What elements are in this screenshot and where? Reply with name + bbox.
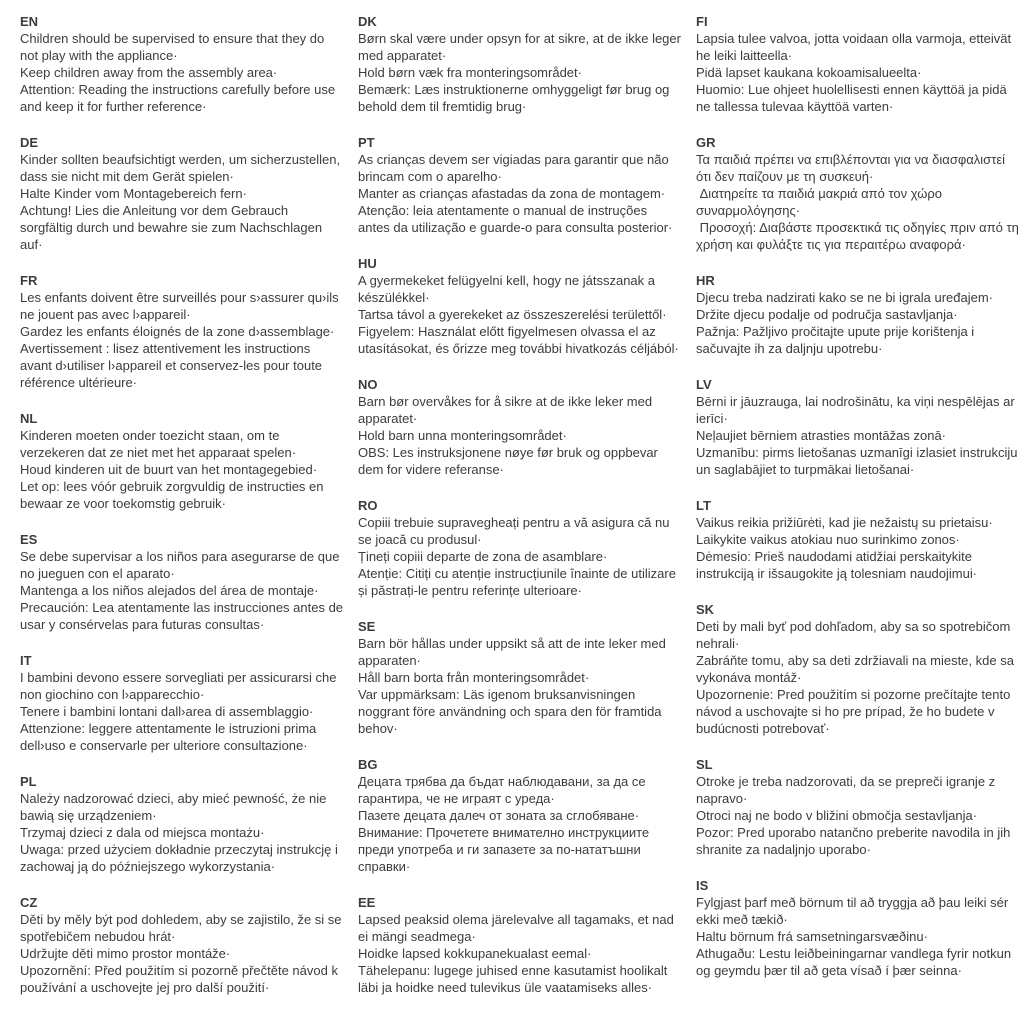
lang-code-heading: EE [358,895,376,910]
instruction-line: Neļaujiet bērniem atrasties montāžas zonā· [696,428,947,443]
instruction-line: Kinderen moeten onder toezicht staan, om te verzekeren dat ze niet met het apparaat spelen· [20,428,297,460]
instruction-line: Houd kinderen uit de buurt van het montagegebied· [20,462,318,477]
instruction-line: Djecu treba nadzirati kako se ne bi igrala uređajem· [696,290,993,305]
lang-section-pt [358,134,682,236]
instruction-line: I bambini devono essere sorvegliati per assicurarsi che non giochino con l›apparecchio· [20,670,341,702]
instruction-line: Zabráňte tomu, aby sa deti zdržiavali na mieste, kde sa vykonáva montáž· [696,653,1018,685]
lang-section-lt [696,497,1020,582]
lang-section-fr [20,272,344,391]
lang-code-heading: HU [358,256,377,271]
instruction-line: Děti by měly být pod dohledem, aby se zajistilo, že si se spotřebičem nebudou hrát· [20,912,346,944]
lang-section-ee [358,894,682,996]
instruction-line: Otroci naj ne bodo v bližini območja sestavljanja· [696,808,978,823]
instruction-line: Fylgjast þarf með börnum til að tryggja að þau leiki sér ekki með tækið· [696,895,1012,927]
instruction-line: Pidä lapset kaukana kokoamisalueelta· [696,65,922,80]
instruction-line: Attenzione: leggere attentamente le istruzioni prima dell›uso e conservarle per ulteriore consultazione· [20,721,320,753]
lang-code-heading: HR [696,273,715,288]
lang-code-heading: GR [696,135,716,150]
instruction-line: Atenção: leia atentamente o manual de instruções antes da utilização e guarde-o para consulta posterior· [358,203,673,235]
instruction-line: Pozor: Pred uporabo natančno preberite navodila in jih shranite za nadaljnjo uporabo· [696,825,1014,857]
lang-section-bg [358,756,682,875]
lang-section-sk [696,601,1020,737]
instruction-line: Atenție: Citiți cu atenție instrucțiunile înainte de utilizare și păstrați-le pentru referințe ulterioare· [358,566,680,598]
instruction-line: Διατηρείτε τα παιδιά μακριά από τον χώρο συναρμολόγησης· [696,186,946,218]
instruction-line: Deti by mali byť pod dohľadom, aby sa so spotrebičom nehrali· [696,619,1014,651]
lang-section-hr [696,272,1020,357]
lang-section-it [20,652,344,754]
column-middle [358,13,685,1015]
instruction-line: Se debe supervisar a los niños para asegurarse de que no jueguen con el aparato· [20,549,344,581]
instruction-line: Barn bör hållas under uppsikt så att de inte leker med apparaten· [358,636,670,668]
instruction-line: Lapsia tulee valvoa, jotta voidaan olla varmoja, etteivät he leiki laitteella· [696,31,1015,63]
instruction-line: Uzmanību: pirms lietošanas uzmanīgi izlasiet instrukciju un saglabājiet to turpmākai lietošanai· [696,445,1022,477]
lang-code-heading: BG [358,757,378,772]
instruction-line: Tartsa távol a gyerekeket az összeszerelési területtől· [358,307,667,322]
lang-code-heading: PL [20,774,37,789]
lang-code-heading: EN [20,14,39,29]
instruction-line: Håll barn borta från monteringsområdet· [358,670,590,685]
instruction-line: Upozornenie: Pred použitím si pozorne prečítajte tento návod a uschovajte si ho pre prípad, že ho budete v budúcnosti potrebovať· [696,687,1014,736]
lang-code-heading: SL [696,757,713,772]
column-right [696,13,1023,1015]
lang-section-lv [696,376,1020,478]
instruction-line: Keep children away from the assembly area· [20,65,278,80]
instruction-line: Lapsed peaksid olema järelevalve all tagamaks, et nad ei mängi seadmega· [358,912,678,944]
lang-code-heading: FI [696,14,708,29]
lang-code-heading: DE [20,135,39,150]
lang-section-hu [358,255,682,357]
lang-code-heading: IS [696,878,709,893]
instruction-line: Kinder sollten beaufsichtigt werden, um sicherzustellen, dass sie nicht mit dem Gerät spielen· [20,152,344,184]
instruction-line: Pažnja: Pažljivo pročitajte upute prije korištenja i sačuvajte ih za daljnju upotrebu· [696,324,978,356]
lang-section-de [20,134,344,253]
instruction-line: Manter as crianças afastadas da zona de montagem· [358,186,666,201]
instruction-line: Avertissement : lisez attentivement les instructions avant d›utiliser l›appareil et conservez-les pour toute référence ultérieure· [20,341,326,390]
lang-code-heading: ES [20,532,38,547]
instruction-line: Precaución: Lea atentamente las instrucciones antes de usar y consérvelas para futuras consultas· [20,600,347,632]
instruction-line: Haltu börnum frá samsetningarsvæðinu· [696,929,928,944]
instruction-line: Halte Kinder vom Montagebereich fern· [20,186,247,201]
lang-section-gr [696,134,1023,253]
instruction-line: Țineți copiii departe de zona de asamblare· [358,549,608,564]
lang-section-es [20,531,347,633]
instruction-line: OBS: Les instruksjonene nøye før bruk og oppbevar dem for videre referanse· [358,445,662,477]
lang-code-heading: SK [696,602,715,617]
instruction-line: Bērni ir jāuzrauga, lai nodrošinātu, ka viņi nespēlējas ar ierīci· [696,394,1019,426]
instruction-line: Figyelem: Használat előtt figyelmesen olvassa el az utasításokat, és őrizze meg további hivatkozás céljából· [358,324,679,356]
instruction-line: Trzymaj dzieci z dala od miejsca montażu· [20,825,265,840]
instruction-line: Laikykite vaikus atokiau nuo surinkimo zonos· [696,532,960,547]
lang-code-heading: NO [358,377,378,392]
instruction-line: Tähelepanu: lugege juhised enne kasutamist hoolikalt läbi ja hoidke need tulevikus üle vaatamiseks alles· [358,963,671,995]
lang-section-fi [696,13,1020,115]
instruction-line: As crianças devem ser vigiadas para garantir que não brincam com o aparelho· [358,152,673,184]
instruction-line: Huomio: Lue ohjeet huolellisesti ennen käyttöä ja pidä ne tallessa tulevaa käyttöä varten· [696,82,1011,114]
instruction-line: A gyermekeket felügyelni kell, hogy ne játsszanak a készülékkel· [358,273,659,305]
instruction-line: Децата трябва да бъдат наблюдавани, за да се гарантира, че не играят с уреда· [358,774,650,806]
instruction-line: Προσοχή: Διαβάστε προσεκτικά τις οδηγίες πριν από τη χρήση και φυλάξτε τις για περαιτέρω αναφορά· [696,220,1023,252]
instruction-line: Vaikus reikia prižiūrėti, kad jie nežaistų su prietaisu· [696,515,993,530]
column-left [20,13,347,1015]
lang-code-heading: RO [358,498,378,513]
lang-code-heading: LV [696,377,712,392]
instruction-line: Uwaga: przed użyciem dokładnie przeczytaj instrukcję i zachowaj ją do późniejszego wykorzystania· [20,842,342,874]
instruction-line: Otroke je treba nadzorovati, da se prepreči igranje z napravo· [696,774,999,806]
instruction-line: Achtung! Lies die Anleitung vor dem Gebrauch sorgfältig durch und bewahre sie zum Nachschlagen auf· [20,203,326,252]
instruction-line: Dėmesio: Prieš naudodami atidžiai perskaitykite instrukciją ir išsaugokite ją tolesniam naudojimui· [696,549,978,581]
instruction-line: Tenere i bambini lontani dall›area di assemblaggio· [20,704,314,719]
lang-section-pl [20,773,344,875]
lang-section-cz [20,894,344,996]
instruction-line: Var uppmärksam: Läs igenom bruksanvisningen noggrant före användning och spara den för framtida behov· [358,687,666,736]
instruction-line: Bemærk: Læs instruktionerne omhyggeligt før brug og behold dem til fremtidig brug· [358,82,674,114]
instruction-line: Hoidke lapsed kokkupanekualast eemal· [358,946,592,961]
lang-code-heading: DK [358,14,377,29]
instruction-line: Gardez les enfants éloignés de la zone d›assemblage· [20,324,335,339]
instruction-line: Les enfants doivent être surveillés pour s›assurer qu›ils ne jouent pas avec l›appareil· [20,290,343,322]
lang-code-heading: SE [358,619,376,634]
lang-section-se [358,618,682,737]
instruction-line: Upozornění: Před použitím si pozorně přečtěte návod k používání a uschovejte jej pro další použití· [20,963,342,995]
lang-section-is [696,877,1020,979]
lang-section-sl [696,756,1020,858]
lang-code-heading: NL [20,411,38,426]
instruction-line: Attention: Reading the instructions carefully before use and keep it for further reference· [20,82,339,114]
instruction-line: Let op: lees vóór gebruik zorgvuldig de instructies en bewaar ze voor toekomstig gebruik· [20,479,328,511]
lang-section-nl [20,410,344,512]
instruction-line: Внимание: Прочетете внимателно инструкциите преди употреба и ги запазете за по-нататъшни справки· [358,825,653,874]
instruction-line: Athugaðu: Lestu leiðbeiningarnar vandlega fyrir notkun og geymdu þær til að geta vísað í þær seinna· [696,946,1015,978]
lang-code-heading: FR [20,273,38,288]
instruction-line: Hold børn væk fra monteringsområdet· [358,65,582,80]
instruction-line: Należy nadzorować dzieci, aby mieć pewność, że nie bawią się urządzeniem· [20,791,330,823]
lang-code-heading: PT [358,135,375,150]
instruction-line: Mantenga a los niños alejados del área de montaje· [20,583,319,598]
lang-section-en [20,13,344,115]
instruction-line: Držite djecu podalje od područja sastavljanja· [696,307,958,322]
lang-section-dk [358,13,685,115]
instruction-line: Copiii trebuie supravegheați pentru a vă asigura că nu se joacă cu produsul· [358,515,674,547]
lang-code-heading: CZ [20,895,38,910]
lang-code-heading: IT [20,653,32,668]
instruction-line: Children should be supervised to ensure that they do not play with the appliance· [20,31,328,63]
instruction-line: Udržujte děti mimo prostor montáže· [20,946,231,961]
instruction-line: Hold barn unna monteringsområdet· [358,428,567,443]
instruction-line: Barn bør overvåkes for å sikre at de ikke leker med apparatet· [358,394,656,426]
instruction-line: Пазете децата далеч от зоната за сглобяване· [358,808,640,823]
lang-section-no [358,376,682,478]
lang-section-ro [358,497,682,599]
lang-code-heading: LT [696,498,711,513]
instruction-line: Τα παιδιά πρέπει να επιβλέπονται για να διασφαλιστεί ότι δεν παίζουν με τη συσκευή· [696,152,1009,184]
instruction-line: Børn skal være under opsyn for at sikre, at de ikke leger med apparatet· [358,31,685,63]
